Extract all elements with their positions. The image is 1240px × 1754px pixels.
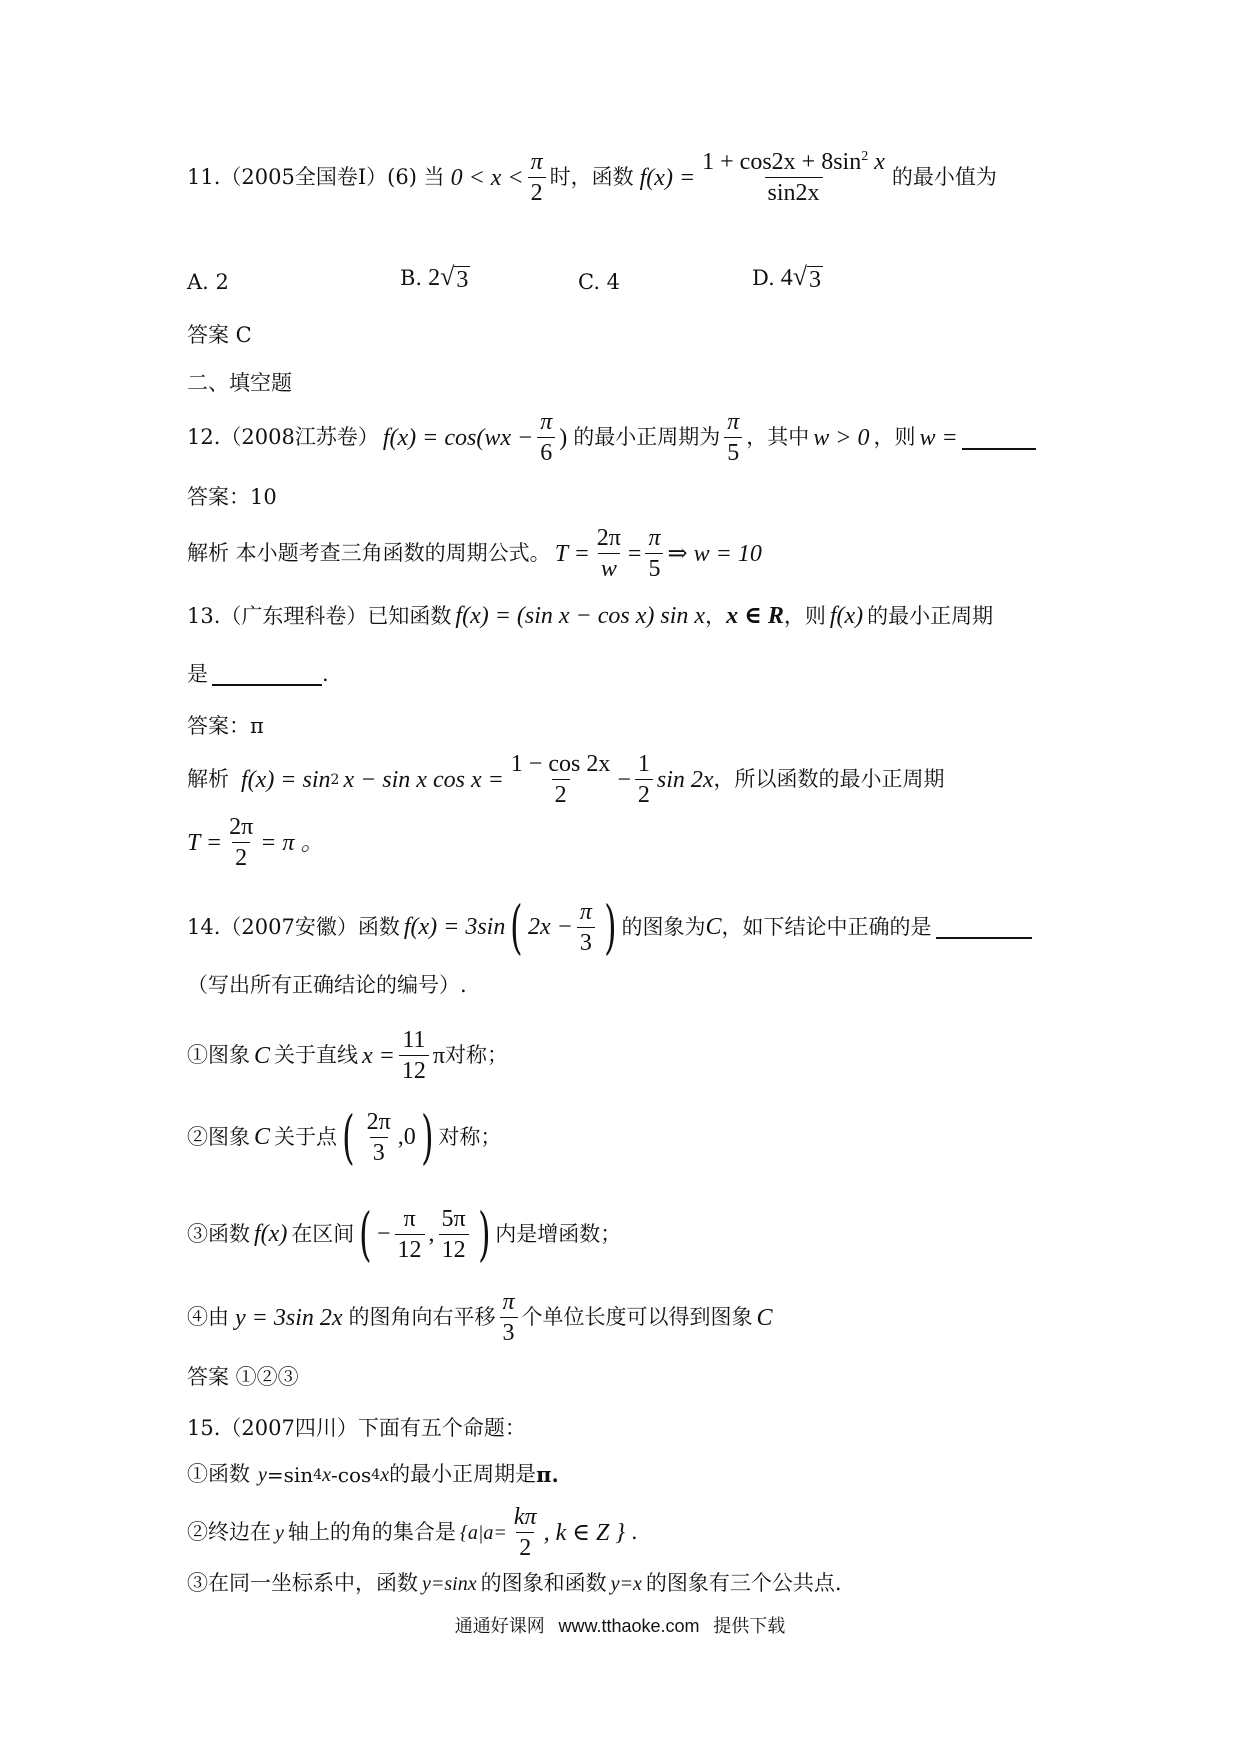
left-paren-icon: (	[342, 1103, 355, 1171]
q15-s3-y2: y=x	[610, 1572, 642, 1595]
left-paren-icon: (	[359, 1200, 372, 1268]
q12-frac-pi6	[537, 410, 555, 465]
q14-inner: 2x −	[528, 914, 573, 940]
q11-frac-num: π	[530, 149, 543, 175]
q14-s4-den: 3	[500, 1317, 518, 1345]
q15-s1-sup2: 4	[371, 1466, 381, 1483]
q12-frac5-den: 5	[724, 437, 742, 465]
q13-a-sup: 2	[330, 771, 340, 788]
q13-T-line	[187, 815, 324, 870]
q15-s1-y: y	[258, 1463, 267, 1486]
q15-s1-a: ①函数	[187, 1462, 250, 1486]
q15-s1-expr: =sin	[266, 1462, 314, 1487]
q15-s2-frac	[511, 1505, 540, 1560]
q14-s4-num: π	[502, 1289, 515, 1315]
q13-frac-num: 1 − cos 2x	[510, 751, 611, 777]
q12-mid: 的最小正周期为	[573, 425, 721, 449]
q12-analysis	[187, 526, 762, 581]
q14-s3-frac1	[395, 1207, 425, 1262]
q14-s3-n1: π	[403, 1205, 416, 1232]
q12-close: )	[559, 424, 568, 451]
q14-s4-b: 的图角向右平移	[348, 1305, 496, 1329]
q14-s2-b: 关于点	[274, 1124, 338, 1149]
q14-s1-pi: π	[432, 1042, 445, 1069]
q13-T: T =	[187, 829, 223, 856]
q12-tail2: ，则	[873, 425, 916, 449]
q13-period: .	[322, 661, 329, 686]
q13-frac-half	[635, 752, 653, 807]
q14-s1-C: C	[254, 1042, 271, 1069]
q14-C: C	[705, 914, 722, 940]
q13-minus: −	[617, 766, 631, 793]
q13-frac-1cos	[508, 752, 614, 807]
q12-w-den: w	[598, 553, 620, 581]
q15-s1-sup: 4	[313, 1466, 323, 1483]
q14-s2-zero: ,0	[397, 1124, 416, 1150]
sqrt-icon: √ 3	[792, 262, 822, 293]
q11-option-b-label: B.	[400, 266, 423, 290]
q11-num-sup: 2	[861, 149, 869, 164]
q11-option-d-rad: 3	[809, 267, 822, 293]
q15-s2-a: ②终边在	[187, 1520, 271, 1544]
q15-s1-pi: π.	[536, 1462, 559, 1487]
q14-prefix: 14.（2007安徽）函数	[187, 914, 400, 939]
left-paren-icon: (	[510, 893, 523, 961]
q11-numerator	[699, 150, 888, 177]
q13-frac-den: 2	[552, 779, 570, 807]
q14-s3-b: 在区间	[291, 1221, 355, 1246]
right-paren-icon: )	[477, 1200, 491, 1268]
q12-eq: =	[627, 540, 642, 567]
q11-mid: 时，函数	[549, 165, 634, 189]
q12-answer: 答案：10	[187, 485, 277, 509]
q12-a-pi: π	[648, 525, 661, 551]
q12-frac-pi-5	[645, 526, 663, 581]
q11-option-b-rad: 3	[456, 267, 469, 293]
q15-s3-y1: y=sinx	[422, 1572, 477, 1595]
q11-option-a: A. 2	[187, 270, 229, 294]
q13-line	[187, 604, 993, 628]
q13-tail: ，则	[783, 603, 826, 628]
q14-line	[187, 893, 1032, 961]
q12-frac-num: π	[540, 409, 553, 435]
q13-domain: x ∈ R	[726, 603, 784, 629]
q15-statement-1	[187, 1464, 559, 1485]
q13-prefix: 13.（广东理科卷）已知函数	[187, 603, 452, 628]
q14-s2-C: C	[254, 1124, 271, 1150]
q12-T: T =	[554, 540, 590, 567]
q13-comma: ，	[705, 603, 727, 628]
q11-line	[187, 150, 997, 205]
q14-s3-d1: 12	[395, 1234, 425, 1262]
q13-expr: f(x) = (sin x − cos x) sin x	[455, 603, 706, 629]
q11-option-c: C. 4	[578, 270, 621, 294]
q11-option-d-label: D.	[752, 266, 775, 290]
q13-a-expr: f(x) = sin	[241, 766, 331, 793]
q14-s2-a: ②图象	[187, 1124, 250, 1149]
q11-pi-over-2	[528, 150, 546, 205]
q12-frac5-num: π	[727, 409, 740, 435]
q12-prefix: 12.（2008江苏卷）	[187, 425, 379, 449]
q14-s3-minus: −	[376, 1221, 391, 1247]
q15-s2-end: .	[630, 1520, 638, 1544]
q12-a-5: 5	[645, 553, 663, 581]
q13-is: 是	[187, 661, 208, 686]
q14-s3-fx: f(x)	[254, 1221, 288, 1247]
q12-frac-2pi-w	[594, 526, 624, 581]
q11-option-b-coef: 2	[428, 264, 441, 291]
sqrt-icon: √ 3	[440, 262, 469, 293]
q13-answer: 答案：π	[187, 714, 264, 738]
q14-s1-a: ①图象	[187, 1043, 250, 1067]
q15-s3-b: 的图象和函数	[480, 1571, 607, 1595]
q13-a-tail: sin 2x	[656, 766, 714, 793]
q13-a-text: ，所以函数的最小正周期	[713, 767, 945, 791]
q14-s4-expr: y = 3sin 2x	[235, 1304, 343, 1331]
q13-pi-end: = π 。	[260, 829, 325, 856]
q12-frac-den: 6	[537, 437, 555, 465]
q11-answer: 答案 C	[187, 323, 252, 347]
q14-s2-frac	[364, 1110, 394, 1165]
q13-a-expr2: x − sin x cos x =	[343, 766, 504, 793]
right-paren-icon: )	[420, 1103, 434, 1171]
q14-frac-num: π	[579, 898, 592, 925]
footer-download-text: 提供下载	[713, 1616, 786, 1637]
q15-s1-x2: x	[380, 1463, 390, 1486]
q14-s2-c: 对称；	[438, 1124, 502, 1149]
q12-w: w =	[919, 424, 958, 451]
q11-main-fraction	[699, 150, 888, 205]
q15-s3-a: ③在同一坐标系中，函数	[187, 1571, 418, 1595]
q11-frac-den: 2	[528, 177, 546, 205]
q13-fx: f(x)	[829, 603, 864, 629]
right-paren-icon: )	[603, 893, 617, 961]
q13-half-num: 1	[637, 751, 650, 777]
q11-option-d-coef: 4	[780, 264, 793, 291]
q13-line2	[187, 662, 329, 686]
q14-tail: ，如下结论中正确的是	[721, 914, 932, 939]
q15-s1-minus: -cos	[331, 1462, 372, 1487]
q15-s2-num: kπ	[513, 1504, 537, 1530]
q11-fx: f(x) =	[639, 164, 696, 191]
q13-2pi: 2π	[229, 814, 254, 840]
q14-answer-blank[interactable]	[936, 915, 1032, 939]
q12-cond: w > 0	[813, 424, 870, 451]
q14-statement-2	[187, 1103, 502, 1171]
q11-denominator: sin2x	[765, 177, 823, 205]
q14-mid: 的图象为	[621, 914, 706, 939]
q14-s1-den: 12	[399, 1055, 429, 1083]
q13-answer-blank[interactable]	[212, 662, 322, 686]
q13-frac-2pi	[226, 815, 256, 870]
q12-tail: ，其中	[746, 425, 810, 449]
q14-s3-c: 内是增函数；	[495, 1221, 622, 1246]
q14-s4-a: ④由	[187, 1305, 229, 1329]
q15-statement-3	[187, 1573, 842, 1594]
q12-analysis-text: 解析 本小题考查三角函数的周期公式。	[187, 541, 551, 565]
q11-range: 0 < x <	[450, 164, 524, 191]
q14-note: （写出所有正确结论的编号）.	[187, 973, 467, 997]
q13-analysis	[187, 752, 945, 807]
footer-site-name: 通通好课网	[454, 1616, 545, 1637]
q12-expr: f(x) = cos(wx −	[382, 424, 534, 451]
q14-s4-C: C	[756, 1304, 773, 1331]
q15-s2-set: {a|a=	[459, 1521, 507, 1544]
q13-tail2: 的最小正周期	[867, 603, 994, 628]
q12-implies: ⇒ w = 10	[667, 540, 762, 567]
q11-prefix: 11.（2005全国卷Ⅰ）(6) 当	[187, 165, 445, 189]
q14-s1-frac	[399, 1028, 429, 1083]
q14-s4-frac	[500, 1290, 518, 1345]
q14-s3-comma: ,	[428, 1221, 435, 1247]
section-fill-heading: 二、填空题	[187, 371, 292, 395]
q14-frac-pi3	[577, 900, 595, 955]
q12-answer-blank[interactable]	[962, 426, 1036, 450]
q14-statement-1	[187, 1028, 508, 1083]
q11-num-text: 1 + cos2x + 8sin	[702, 149, 862, 175]
q14-s3-n2: 5π	[441, 1205, 466, 1232]
q12-line	[187, 410, 1036, 465]
q11-suffix: 的最小值为	[891, 165, 997, 189]
q15-s3-c: 的图象有三个公共点.	[645, 1571, 842, 1595]
q14-s1-c: 对称；	[445, 1043, 508, 1067]
q13-analysis-label: 解析	[187, 767, 229, 791]
q11-option-d	[752, 262, 823, 294]
q12-2pi: 2π	[596, 525, 621, 551]
q15-s1-b: 的最小正周期是	[389, 1462, 537, 1486]
q14-statement-3	[187, 1200, 622, 1268]
q11-option-b	[400, 262, 470, 294]
q14-frac-den: 3	[577, 927, 595, 955]
q15-statement-2	[187, 1505, 638, 1560]
q15-s2-den: 2	[516, 1532, 534, 1560]
q14-s1-num: 11	[402, 1027, 426, 1053]
q11-num-tail: x	[874, 149, 885, 175]
q14-s3-frac2	[439, 1207, 469, 1262]
q13-half-den: 2	[635, 779, 653, 807]
q14-answer: 答案 ①②③	[187, 1365, 299, 1389]
q14-s1-b: 关于直线	[274, 1043, 359, 1067]
q14-s3-d2: 12	[439, 1234, 469, 1262]
q14-s1-x: x =	[362, 1042, 395, 1069]
q14-s3-a: ③函数	[187, 1221, 250, 1246]
q14-s4-c: 个单位长度可以得到图象	[521, 1305, 753, 1329]
q15-s2-b: 轴上的角的集合是	[287, 1520, 456, 1544]
q15-prefix: 15.（2007四川）下面有五个命题：	[187, 1416, 526, 1440]
q14-statement-4	[187, 1290, 773, 1345]
q14-expr: f(x) = 3sin	[403, 914, 506, 940]
q15-s1-x: x	[322, 1463, 332, 1486]
q14-s2-den: 3	[370, 1137, 388, 1165]
q15-s2-tail: , k ∈ Z }	[543, 1519, 625, 1546]
footer-url[interactable]: www.tthaoke.com	[558, 1616, 700, 1636]
q13-2: 2	[232, 842, 250, 870]
q15-s2-y: y	[275, 1521, 284, 1544]
q12-frac-pi5	[724, 410, 742, 465]
q14-s2-num: 2π	[366, 1108, 391, 1135]
page-footer	[0, 1612, 1240, 1638]
